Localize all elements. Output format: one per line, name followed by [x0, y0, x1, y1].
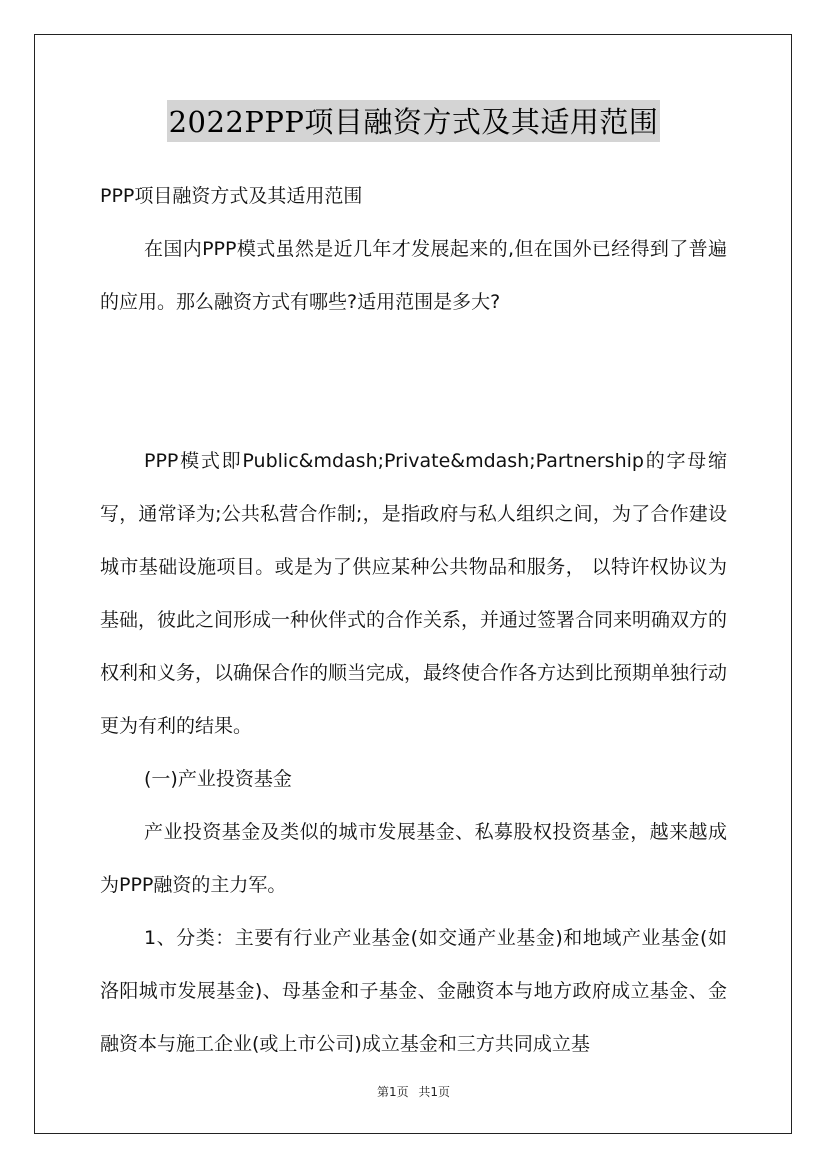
document-body [100, 170, 727, 1071]
intro-paragraph: 在国内PPP模式虽然是近几年才发展起来的,但在国外已经得到了普遍的应用。那么融资方式有哪些?适用范围是多大? [100, 238, 727, 313]
page-number: 第1页 [376, 1085, 409, 1099]
classification-paragraph: 1、分类：主要有行业产业基金(如交通产业基金)和地域产业基金(如洛阳城市发展基金)、母基金和子基金、金融资本与地方政府成立基金、金融资本与施工企业(或上市公司)成立基金和三方共同成立基 [100, 927, 727, 1055]
document-title [0, 100, 827, 142]
subtitle-paragraph: PPP项目融资方式及其适用范围 [100, 185, 363, 207]
blank-space [100, 329, 727, 435]
fund-paragraph: 产业投资基金及类似的城市发展基金、私募股权投资基金，越来越成为PPP融资的主力军。 [100, 821, 727, 896]
page-footer [0, 1083, 827, 1100]
title-text: 2022PPP项目融资方式及其适用范围 [167, 100, 661, 142]
definition-paragraph: PPP模式即Public&mdash;Private&mdash;Partnership的字母缩写，通常译为;公共私营合作制;，是指政府与私人组织之间，为了合作建设城市基础设施项目。或是为了供应某种公共物品和服务， 以特许权协议为基础，彼此之间形成一种伙伴式的合作关系，并通过签署合同来明确双方的权利和义务，以确保合作的顺当完成，最终使合作各方达到比预期单独行动更为有利的结果。 [100, 450, 728, 737]
section-heading: (一)产业投资基金 [144, 768, 292, 790]
page-total: 共1页 [418, 1085, 451, 1099]
